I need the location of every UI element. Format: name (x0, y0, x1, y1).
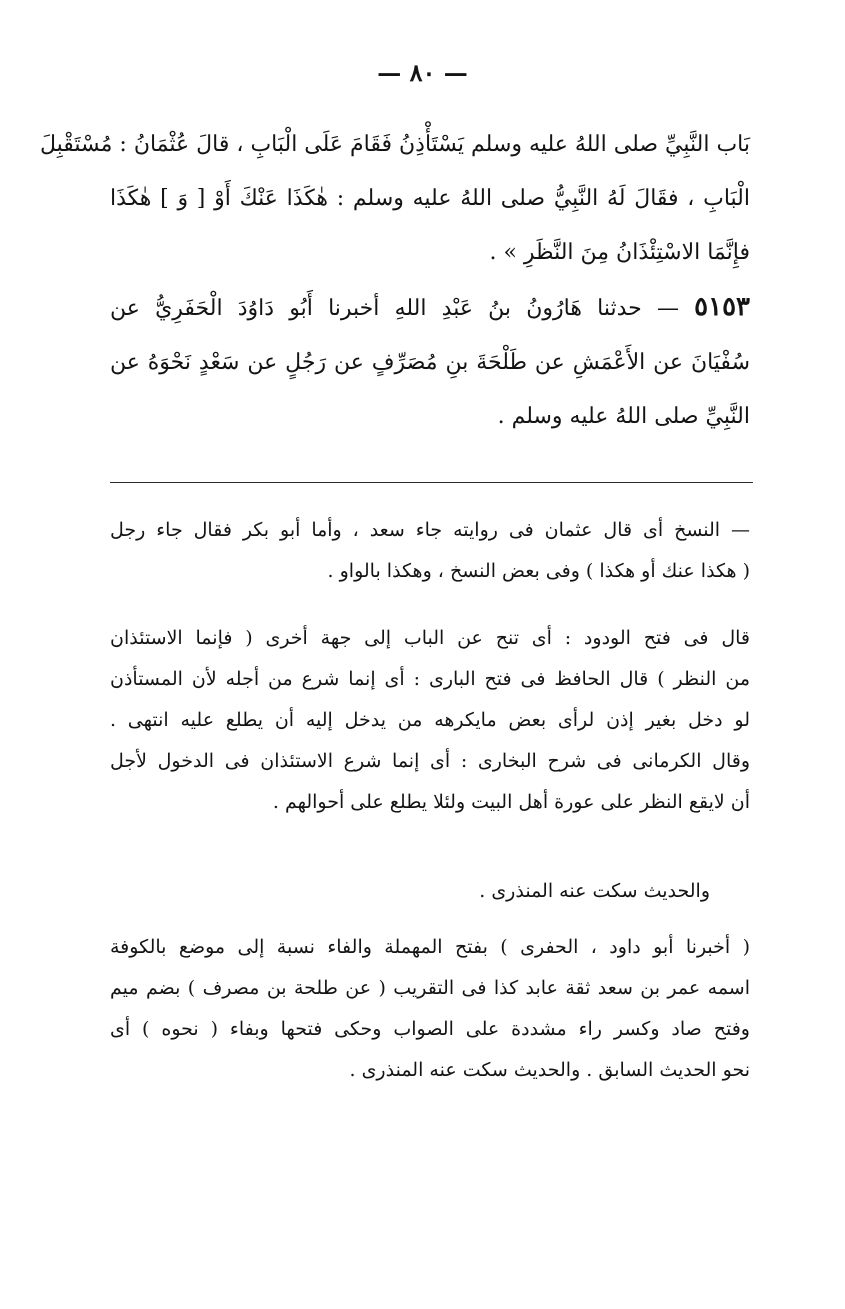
footnote-separator (110, 482, 753, 483)
commentary-line: لو دخل بغير إذن لرأى بعض مايكرهه من يدخل إليه أن يطلع عليه انتهى . (110, 709, 750, 731)
commentary-line: من النظر ) قال الحافظ فى فتح البارى : أى إنما شرع من أجله لأن المستأذن (110, 668, 750, 690)
commentary-line: أن لايقع النظر على عورة أهل البيت ولئلا يطلع على أحوالهم . (272, 791, 750, 813)
commentary-line: قال فى فتح الودود : أى تنح عن الباب إلى جهة أخرى ( فإنما الاستئذان (110, 627, 750, 649)
commentary-paragraph-2 (110, 618, 750, 823)
hadith-number: ٥١٥٣ (694, 292, 750, 322)
commentary-line: نحو الحديث السابق . والحديث سكت عنه المنذرى . (349, 1059, 750, 1081)
text-line: الْبَابِ ، فقَالَ لَهُ النَّبِيُّ صلى اللهُ عليه وسلم : هٰكَذَا عَنْكَ أَوْ [ وَ ] هٰكَذَا (110, 186, 750, 211)
commentary-paragraph-4 (110, 927, 750, 1091)
commentary-line: اسمه عمر بن سعد ثقة عابد كذا فى التقريب ( عن طلحة بن مصرف ) بضم ميم (110, 977, 750, 999)
commentary-paragraph-1 (110, 510, 750, 592)
text-line: النَّبِيِّ صلى اللهُ عليه وسلم . (497, 404, 750, 429)
commentary-line: ( هكذا عنك أو هكذا ) وفى بعض النسخ ، وهكذا بالواو . (327, 560, 750, 582)
commentary-line: ( أخبرنا أبو داود ، الحفرى ) بفتح المهملة والفاء نسبة إلى موضع بالكوفة (110, 936, 750, 958)
page-number: — ٨٠ — (377, 58, 468, 87)
hadith-line-text: حدثنا هَارُونُ بنُ عَبْدِ اللهِ أخبرنا أَبُو دَاوُدَ الْحَفَرِيُّ عن (110, 296, 642, 321)
text-line: فإِنَّمَا الاسْتِئْذَانُ مِنَ النَّظَرِ » . (489, 240, 750, 265)
commentary-line: — النسخ أى قال عثمان فى روايته جاء سعد ، وأما أبو بكر فقال جاء رجل (110, 519, 750, 541)
commentary-line: وفتح صاد وكسر راء مشددة على الصواب وحكى فتحها وبفاء ( نحوه ) أى (110, 1018, 750, 1040)
text-line: سُفْيَانَ عن الأَعْمَشِ عن طَلْحَةَ بنِ مُصَرِّفٍ عن رَجُلٍ عن سَعْدٍ نَحْوَهُ عن (110, 350, 750, 375)
commentary-line: والحديث سكت عنه المنذرى . (479, 880, 710, 902)
commentary-paragraph-3 (110, 871, 750, 912)
hadith-first-line: ٥١٥٣ — حدثنا هَارُونُ بنُ عَبْدِ اللهِ أخبرنا أَبُو دَاوُدَ الْحَفَرِيُّ عن (110, 292, 750, 322)
hadith-text (39, 118, 750, 444)
commentary-line: وقال الكرمانى فى شرح البخارى : أى إنما شرع الاستئذان فى الدخول لأجل (110, 750, 750, 772)
text-line: بَاب النَّبِيِّ صلى اللهُ عليه وسلم يَسْتَأْذِنُ فَقَامَ عَلَى الْبَابِ ، قالَ عُثْمَانُ : مُسْتَقْبِلَ (39, 132, 750, 157)
